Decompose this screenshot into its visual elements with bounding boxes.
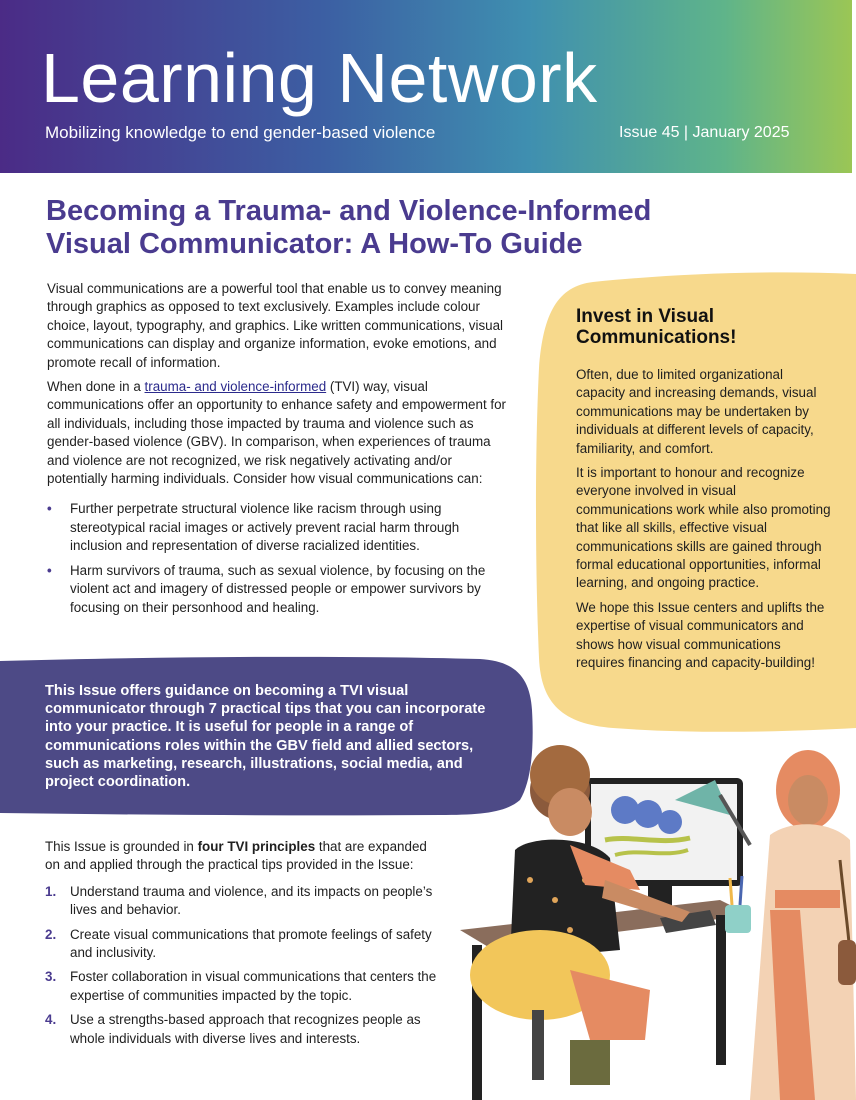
intro-paragraph-2 xyxy=(47,378,512,488)
intro-bullet-list xyxy=(47,500,512,616)
newsletter-tagline: Mobilizing knowledge to end gender-based violence xyxy=(45,123,436,142)
principles-intro xyxy=(45,838,445,875)
intro-paragraph-2-start: When done in a xyxy=(47,379,145,395)
principles-list xyxy=(45,883,445,1048)
bullet-icon: • xyxy=(47,501,52,517)
callout-heading: Invest in Visual Communications! xyxy=(576,306,737,348)
callout-paragraph-2: It is important to honour and recognize everyone involved in visual communications work while also promoting that like all skills, effective visual communications skills are gained through formal educational opportunities, informal learning, and ongoing practice. xyxy=(576,465,831,591)
list-text: Use a strengths-based approach that recognizes people as whole individuals with diverse lives and interests. xyxy=(70,1012,421,1046)
header-banner xyxy=(0,0,852,173)
page-title xyxy=(46,195,746,261)
callout-box xyxy=(576,306,832,679)
list-item xyxy=(45,968,445,1005)
list-number: 1. xyxy=(45,883,57,899)
list-number: 2. xyxy=(45,926,57,942)
principles-section xyxy=(45,838,445,1054)
list-text: Understand trauma and violence, and its impacts on people’s lives and behavior. xyxy=(70,883,433,918)
principles-intro-rest: that are expanded on and applied through the practical tips provided in the Issue: xyxy=(45,839,427,873)
tvi-link[interactable]: trauma- and violence-informed xyxy=(144,379,327,395)
principles-intro-start: This Issue is grounded in xyxy=(45,839,198,854)
page-title-line2: Visual Communicator: A How-To Guide xyxy=(46,228,583,260)
intro-paragraph-2-rest: (TVI) way, visual communications offer an opportunity to enhance safety and empowerment for all individuals, including those impacted by trauma and violence such as gender-based violence (GBV). In comparison, when experiences of trauma and violence are not recognized, we risk negatively activating and/or potentially harming individuals. Consider how visual communications can: xyxy=(47,379,507,487)
list-item xyxy=(45,926,445,963)
highlight-text: This Issue offers guidance on becoming a TVI visual communicator through 7 practical tips that you can incorporate into your practice. It is useful for people in a range of communications roles within the GBV field and allied sectors, such as marketing, research, illustrations, social media, and project coordination. xyxy=(45,683,486,791)
bullet-icon: • xyxy=(47,562,52,578)
bullet-text: Harm survivors of trauma, such as sexual violence, by focusing on the violent act and imagery of distressed people or empower survivors by focusing on their personhood and healing. xyxy=(70,562,486,615)
list-item xyxy=(45,883,445,920)
intro-section xyxy=(47,280,512,623)
list-text: Create visual communications that promote feelings of safety and inclusivity. xyxy=(70,926,432,961)
list-number: 4. xyxy=(45,1012,57,1028)
newsletter-title: Learning Network xyxy=(41,39,598,117)
list-text: Foster collaboration in visual communications that centers the expertise of communities impacted by the topic. xyxy=(70,969,437,1003)
bullet-text: Further perpetrate structural violence like racism through using stereotypical racial images or actively prevent racial harm through inclusion and representation of diverse racialized identities. xyxy=(70,501,460,554)
intro-paragraph-1: Visual communications are a powerful tool that enable us to convey meaning through graphics as opposed to text exclusively. Examples include colour choice, layout, typography, and graphics. Like written communications, visual communications can display and organize information, evoke emotions, and promote recall of information. xyxy=(47,281,504,370)
list-item xyxy=(47,500,512,555)
illustration-people-at-computer-icon xyxy=(420,740,856,1100)
callout-paragraph-3: We hope this Issue centers and uplifts the expertise of visual communicators and shows how visual communications requires financing and capacity-building! xyxy=(576,599,825,671)
issue-date: Issue 45 | January 2025 xyxy=(619,124,790,141)
list-item xyxy=(45,1011,445,1048)
page-title-line1: Becoming a Trauma- and Violence-Informed xyxy=(46,195,652,227)
list-item xyxy=(47,562,512,617)
list-number: 3. xyxy=(45,969,57,985)
principles-intro-bold: four TVI principles xyxy=(197,839,316,854)
callout-paragraph-1: Often, due to limited organizational capacity and increasing demands, visual communications may be undertaken by individuals at different levels of capacity, familiarity, and comfort. xyxy=(576,367,817,456)
